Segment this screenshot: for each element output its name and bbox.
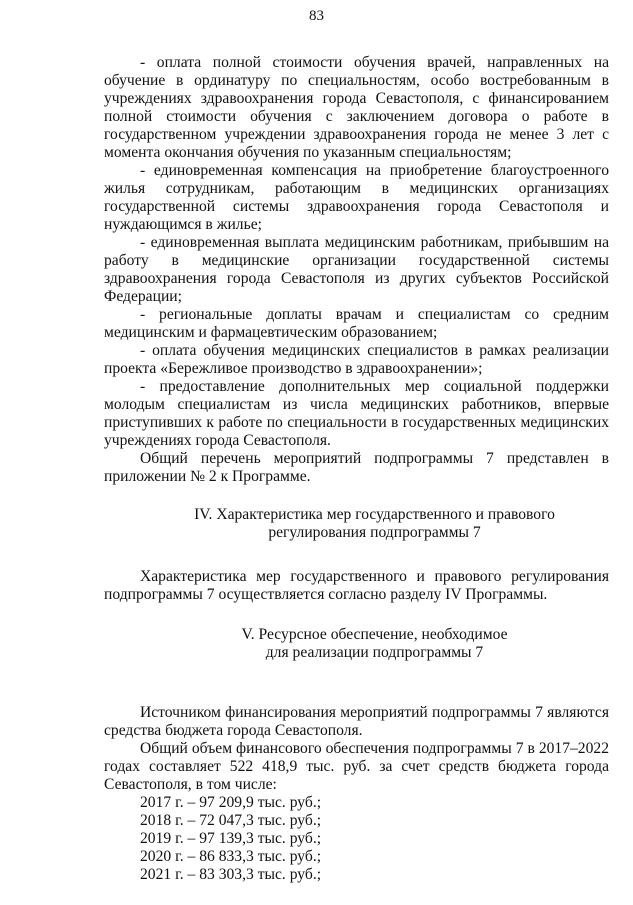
document-body (104, 54, 609, 884)
bullet-item: - региональные доплаты врачам и специалистам со средним медицинским и фармацевтическим образованием; (104, 306, 609, 341)
year-amount-line: 2020 г. – 86 833,3 тыс. руб.; (140, 848, 322, 865)
bullet-item: - оплата обучения медицинских специалистов в рамках реализации проекта «Бережливое производство в здравоохранении»; (104, 342, 609, 377)
financing-source-paragraph: Источником финансирования мероприятий подпрограммы 7 являются средства бюджета города Севастополя. (104, 704, 609, 739)
bullet-item: - оплата полной стоимости обучения врачей, направленных на обучение в ординатуру по специальностям, особо востребованным в учреждениях здравоохранения города Севастополя, с финансированием полной стоимости обучения с заключением договора о работе в государственном учреждении здравоохранения города не менее 3 лет с момента окончания обучения по указанным специальностям; (104, 54, 609, 161)
bullet-item: - предоставление дополнительных мер социальной поддержки молодым специалистам из числа медицинских работников, впервые приступивших к работе по специальности в государственных медицинских учреждениях города Севастополя. (104, 378, 609, 449)
measures-list-paragraph: Общий перечень мероприятий подпрограммы 7 представлен в приложении № 2 к Программе. (104, 450, 609, 485)
bullet-item: - единовременная компенсация на приобретение благоустроенного жилья сотрудникам, работающим в медицинских организациях государственной системы здравоохранения города Севастополя и нуждающимся в жилье; (104, 162, 609, 233)
page-number: 83 (309, 8, 324, 24)
year-amount-line: 2021 г. – 83 303,3 тыс. руб.; (140, 866, 322, 883)
section-4-heading (104, 506, 609, 542)
year-amount-line: 2019 г. – 97 139,3 тыс. руб.; (140, 830, 322, 847)
section-5-heading-line-1: V. Ресурсное обеспечение, необходимое (241, 626, 508, 643)
year-amount-line: 2017 г. – 97 209,9 тыс. руб.; (140, 794, 322, 811)
year-amount-line: 2018 г. – 72 047,3 тыс. руб.; (140, 812, 322, 829)
section-4-heading-line-1: IV. Характеристика мер государственного и правового (194, 506, 555, 523)
financing-total-paragraph: Общий объем финансового обеспечения подпрограммы 7 в 2017–2022 годах составляет 522 418,9 тыс. руб. за счет средств бюджета города Севастополя, в том числе: (104, 740, 609, 793)
section-5-heading-line-2: для реализации подпрограммы 7 (265, 644, 484, 661)
bullet-item: - единовременная выплата медицинским работникам, прибывшим на работу в медицинские организации государственной системы здравоохранения города Севастополя из других субъектов Российской Федерации; (104, 234, 609, 305)
section-5-heading (104, 626, 609, 662)
section-4-heading-line-2: регулирования подпрограммы 7 (268, 524, 481, 541)
section-4-text: Характеристика мер государственного и правового регулирования подпрограммы 7 осуществляется согласно разделу IV Программы. (104, 568, 609, 603)
